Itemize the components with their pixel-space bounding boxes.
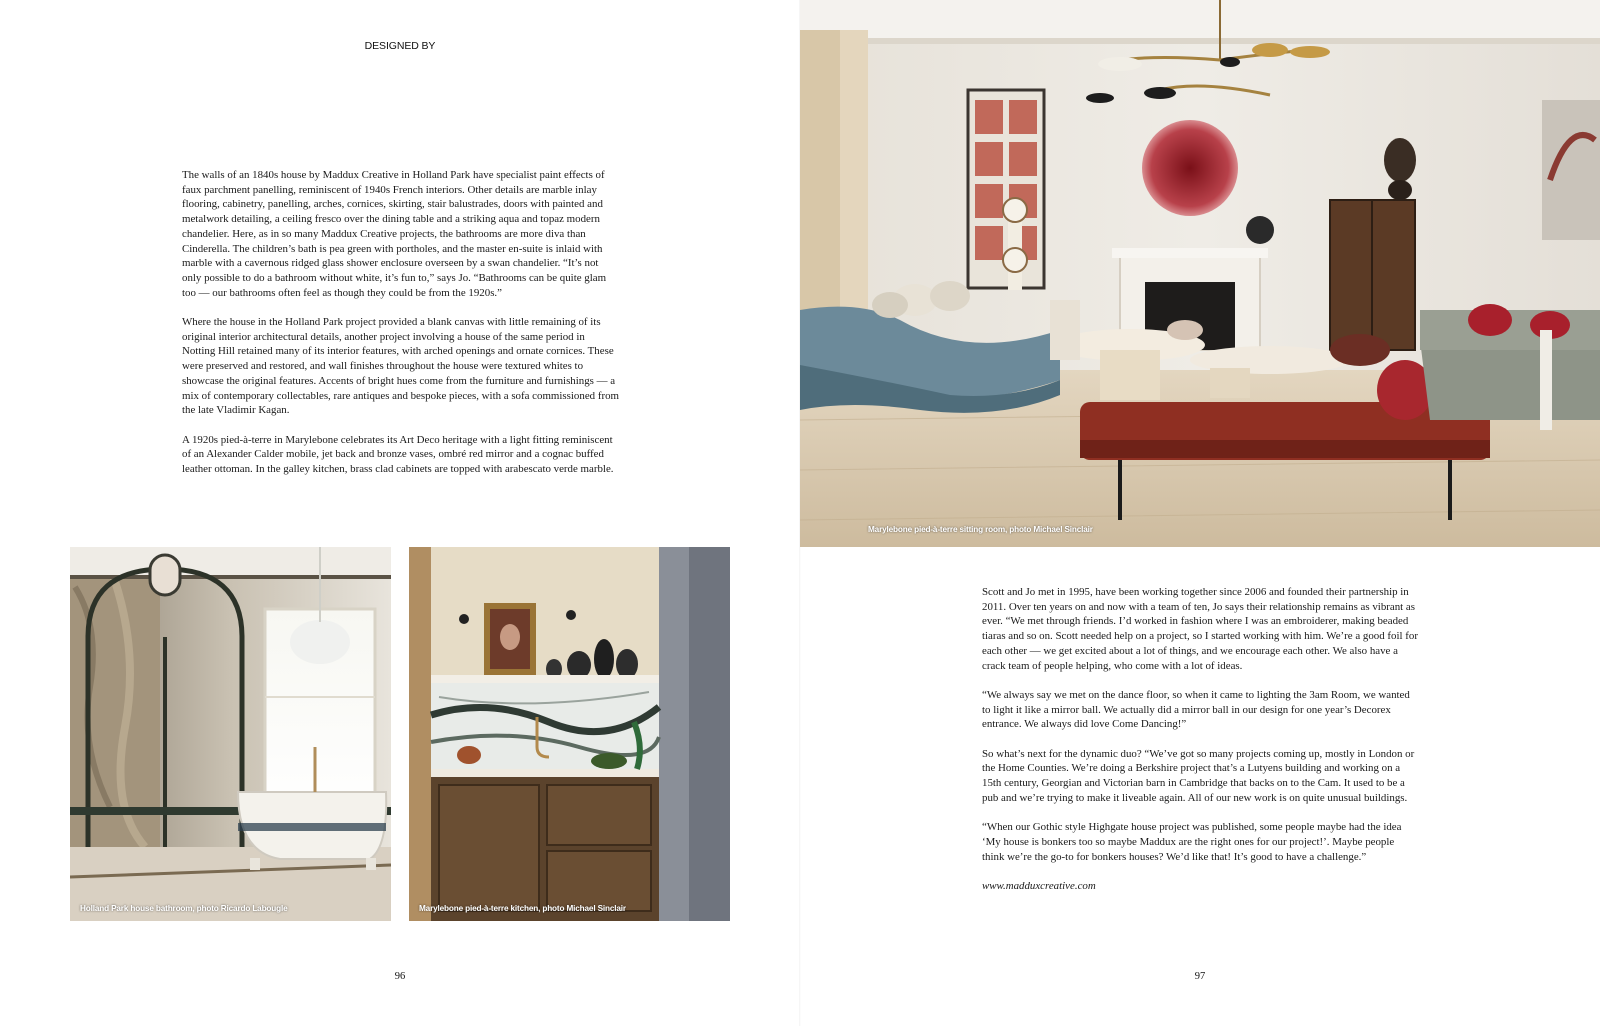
paragraph: “We always say we met on the dance floor, so when it came to lighting the 3am Room, we wanted to light it like a mirror ball. We actually did a mirror ball in our design for one year’s Decorex entrance. We always did love Come Dancing!” — [982, 688, 1410, 731]
kitchen-photo — [409, 547, 730, 921]
left-article-body — [182, 168, 620, 491]
paragraph: “When our Gothic style Highgate house project was published, some people maybe had the idea ‘My house is bonkers too so maybe Maddux are the right ones for our project!’. Maybe people think we’re the go-to for bonkers houses? We’d like that! It’s good to have a challenge.” — [982, 821, 1402, 863]
kitchen-photo-caption: Marylebone pied-à-terre kitchen, photo Michael Sinclair — [419, 904, 626, 913]
paragraph: So what’s next for the dynamic duo? “We’ve got so many projects coming up, mostly in London or the Home Counties. We’re doing a Berkshire project that’s a Lutyens building and working on a 15th century, Georgian and Victorian barn in Cambridge that backs on to the Cam. It used to be a pub and we’re trying to make it liveable again. All of our new work is on quite unusual buildings. — [982, 747, 1415, 804]
bathroom-photo-caption: Holland Park house bathroom, photo Ricardo Labougle — [80, 904, 288, 913]
paragraph: Where the house in the Holland Park project provided a blank canvas with little remaining of its original interior architectural details, another project involving a house of the same period in Notting Hill retained many of its interior features, with arched openings and ornate cornices. These were preserved and restored, and wall finishes throughout the house were textured whites to showcase the original features. Accents of bright hues come from the furniture and furnishings — a mix of contemporary collectables, rare antiques and bespoke pieces, with a sofa commissioned from the late Vladimir Kagan. — [182, 316, 619, 417]
right-article-body — [982, 585, 1418, 894]
bathroom-photo — [70, 547, 391, 921]
section-label: DESIGNED BY — [364, 40, 436, 52]
sitting-room-photo — [800, 0, 1600, 547]
right-page — [800, 0, 1600, 1026]
paragraph: A 1920s pied-à-terre in Marylebone celebrates its Art Deco heritage with a light fitting reminiscent of an Alexander Calder mobile, jet back and bronze vases, ombré red mirror and a cognac buffed leather ottoman. In the galley kitchen, brass clad cabinets are topped with arabescato verde marble. — [182, 433, 614, 476]
paragraph: Scott and Jo met in 1995, have been working together since 2006 and founded their partnership in 2011. Over ten years on and now with a team of ten, Jo says their relationship remains as vibrant as ever. “We met through friends. I’d worked in fashion where I was an embroiderer, making beaded tiaras and so on. Scott needed help on a project, so I started working with him. We’re a good foil for each other — we get excited about a lot of things, and we encourage each other. We also have a crack team of people helping, who come with a lot of ideas. — [982, 586, 1418, 672]
paragraph: The walls of an 1840s house by Maddux Creative in Holland Park have specialist paint effects of faux parchment panelling, reminiscent of 1940s French interiors. Other details are marble inlay flooring, cabinetry, panelling, arches, cornices, skirting, stair balustrades, doors with painted and metalwork detailing, a ceiling fresco over the dining table and a striking aqua and topaz modern chandelier. Here, as in so many Maddux Creative projects, the bathrooms are more diva than Cinderella. The children’s bath is pea green with portholes, and the master en-suite is inlaid with marble with a cavernous ridged glass shower enclosure overseen by a swan chandelier. “It’s not only possible to do a bathroom without white, it’s fun to,” says Jo. “Bathrooms can be quite glam too — our bathrooms often feel as though they could be from the 1920s.” — [182, 169, 607, 299]
page-number: 96 — [394, 971, 406, 982]
page-number: 97 — [1194, 971, 1206, 982]
sitting-room-photo-caption: Marylebone pied-à-terre sitting room, photo Michael Sinclair — [868, 525, 1093, 534]
website-link[interactable]: www.madduxcreative.com — [982, 880, 1096, 892]
